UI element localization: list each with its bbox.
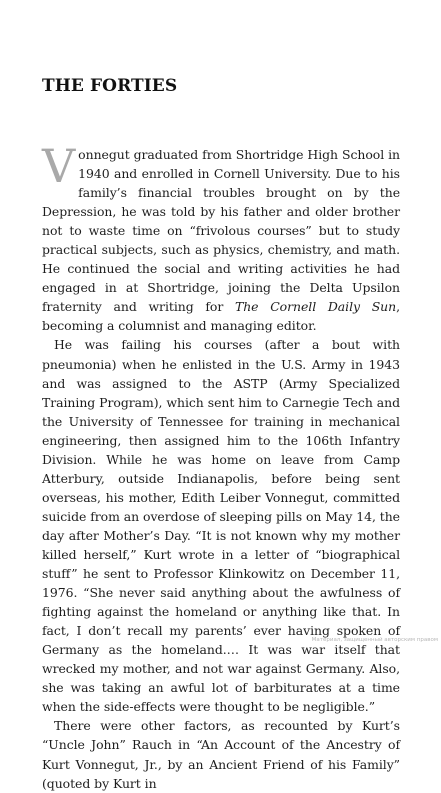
copyright-watermark: Материал, защищенный авторским правом xyxy=(311,637,438,643)
paragraph-2: He was failing his courses (after a bout with pneumonia) when he enlisted in the U.S. Army in 1943 and was assigned to the ASTP (Army Specialized Training Program), which sent him to Carnegie Tech and the University of Tennessee for training in mechanical engineering, then assigned him to the 106th Infantry Division. While he was home on leave from Camp Atterbury, outside Indianapolis, before being sent overseas, his mother, Edith Leiber Vonnegut, committed suicide from an overdose of sleeping pills on May 14, the day after Mother’s Day. “It is not known why my mother killed herself,” Kurt wrote in a letter of “biographical stuff” he sent to Professor Klinkowitz on December 11, 1976. “She never said anything about the awfulness of fighting against the homeland or anything like that. In fact, I don’t recall my parents’ ever having spoken of Germany as the homeland.… It was war itself that wrecked my mother, and not war against Germany. Also, she was taking an awful lot of barbiturates at a time when the side-effects were thought to be negligible.” xyxy=(42,337,400,715)
paragraph-1-text: onnegut graduated from Shortridge High School in 1940 and enrolled in Cornell University. Due to his family’s financial troubles brought on by the Depression, he was told by his father and older brother not to waste time on “frivolous courses” but to study practical subjects, such as physics, chemistry, and math. He continued the social and writing activities he had engaged in at Shortridge, joining the Delta Upsilon fraternity and writing for xyxy=(42,147,400,315)
paragraph-1-text-end: , becoming a columnist and managing editor. xyxy=(42,299,400,334)
newspaper-title: The Cornell Daily Sun xyxy=(234,299,397,315)
chapter-body xyxy=(42,139,400,793)
drop-cap: V xyxy=(42,139,76,193)
paragraph-3: There were other factors, as recounted by Kurt’s “Uncle John” Rauch in “An Account of the Ancestry of Kurt Vonnegut, Jr., by an Ancient Friend of his Family” (quoted by Kurt in xyxy=(42,718,400,791)
paragraph-1 xyxy=(42,139,400,335)
chapter-title: THE FORTIES xyxy=(42,76,178,96)
